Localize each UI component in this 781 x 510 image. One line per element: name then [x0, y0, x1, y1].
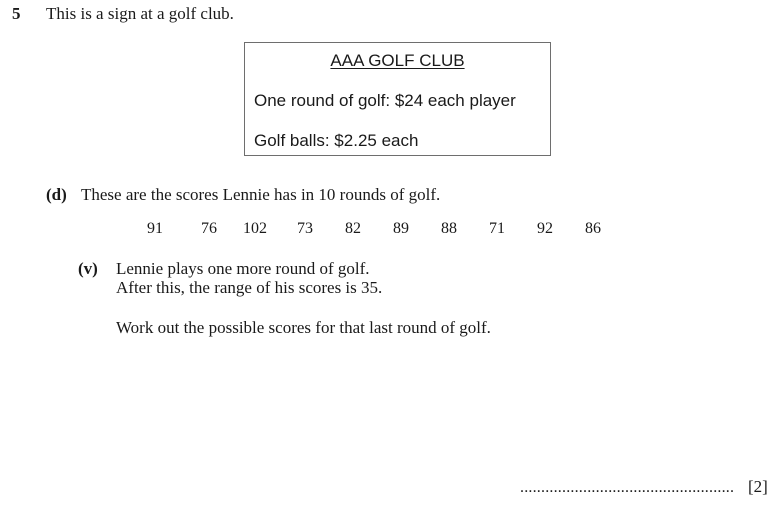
- sign-round-price: One round of golf: $24 each player: [254, 91, 516, 110]
- score-value: 76: [201, 220, 217, 237]
- sign-title: AAA GOLF CLUB: [330, 51, 465, 70]
- part-v-statement-2: After this, the range of his scores is 35.: [116, 278, 383, 297]
- score-value: 86: [585, 220, 601, 237]
- score-value: 91: [147, 220, 163, 237]
- score-value: 102: [243, 220, 267, 237]
- part-d-label: (d): [46, 185, 67, 204]
- answer-line[interactable]: ...................................................: [520, 479, 735, 496]
- part-v-statement-1: Lennie plays one more round of golf.: [116, 259, 370, 278]
- marks-label: [2]: [748, 477, 768, 496]
- golf-club-sign: [244, 42, 551, 156]
- part-v-instruction: Work out the possible scores for that last round of golf.: [116, 318, 491, 337]
- part-d-text: These are the scores Lennie has in 10 rounds of golf.: [81, 185, 441, 204]
- score-value: 82: [345, 220, 361, 237]
- score-value: 71: [489, 220, 505, 237]
- question-number: 5: [12, 4, 21, 23]
- scores-list: [138, 220, 617, 238]
- score-value: 92: [537, 220, 553, 237]
- score-value: 89: [393, 220, 409, 237]
- score-value: 73: [297, 220, 313, 237]
- sign-golf-balls-price: Golf balls: $2.25 each: [254, 131, 419, 150]
- question-intro: This is a sign at a golf club.: [46, 4, 234, 23]
- score-value: 88: [441, 220, 457, 237]
- part-v-label: (v): [78, 259, 98, 278]
